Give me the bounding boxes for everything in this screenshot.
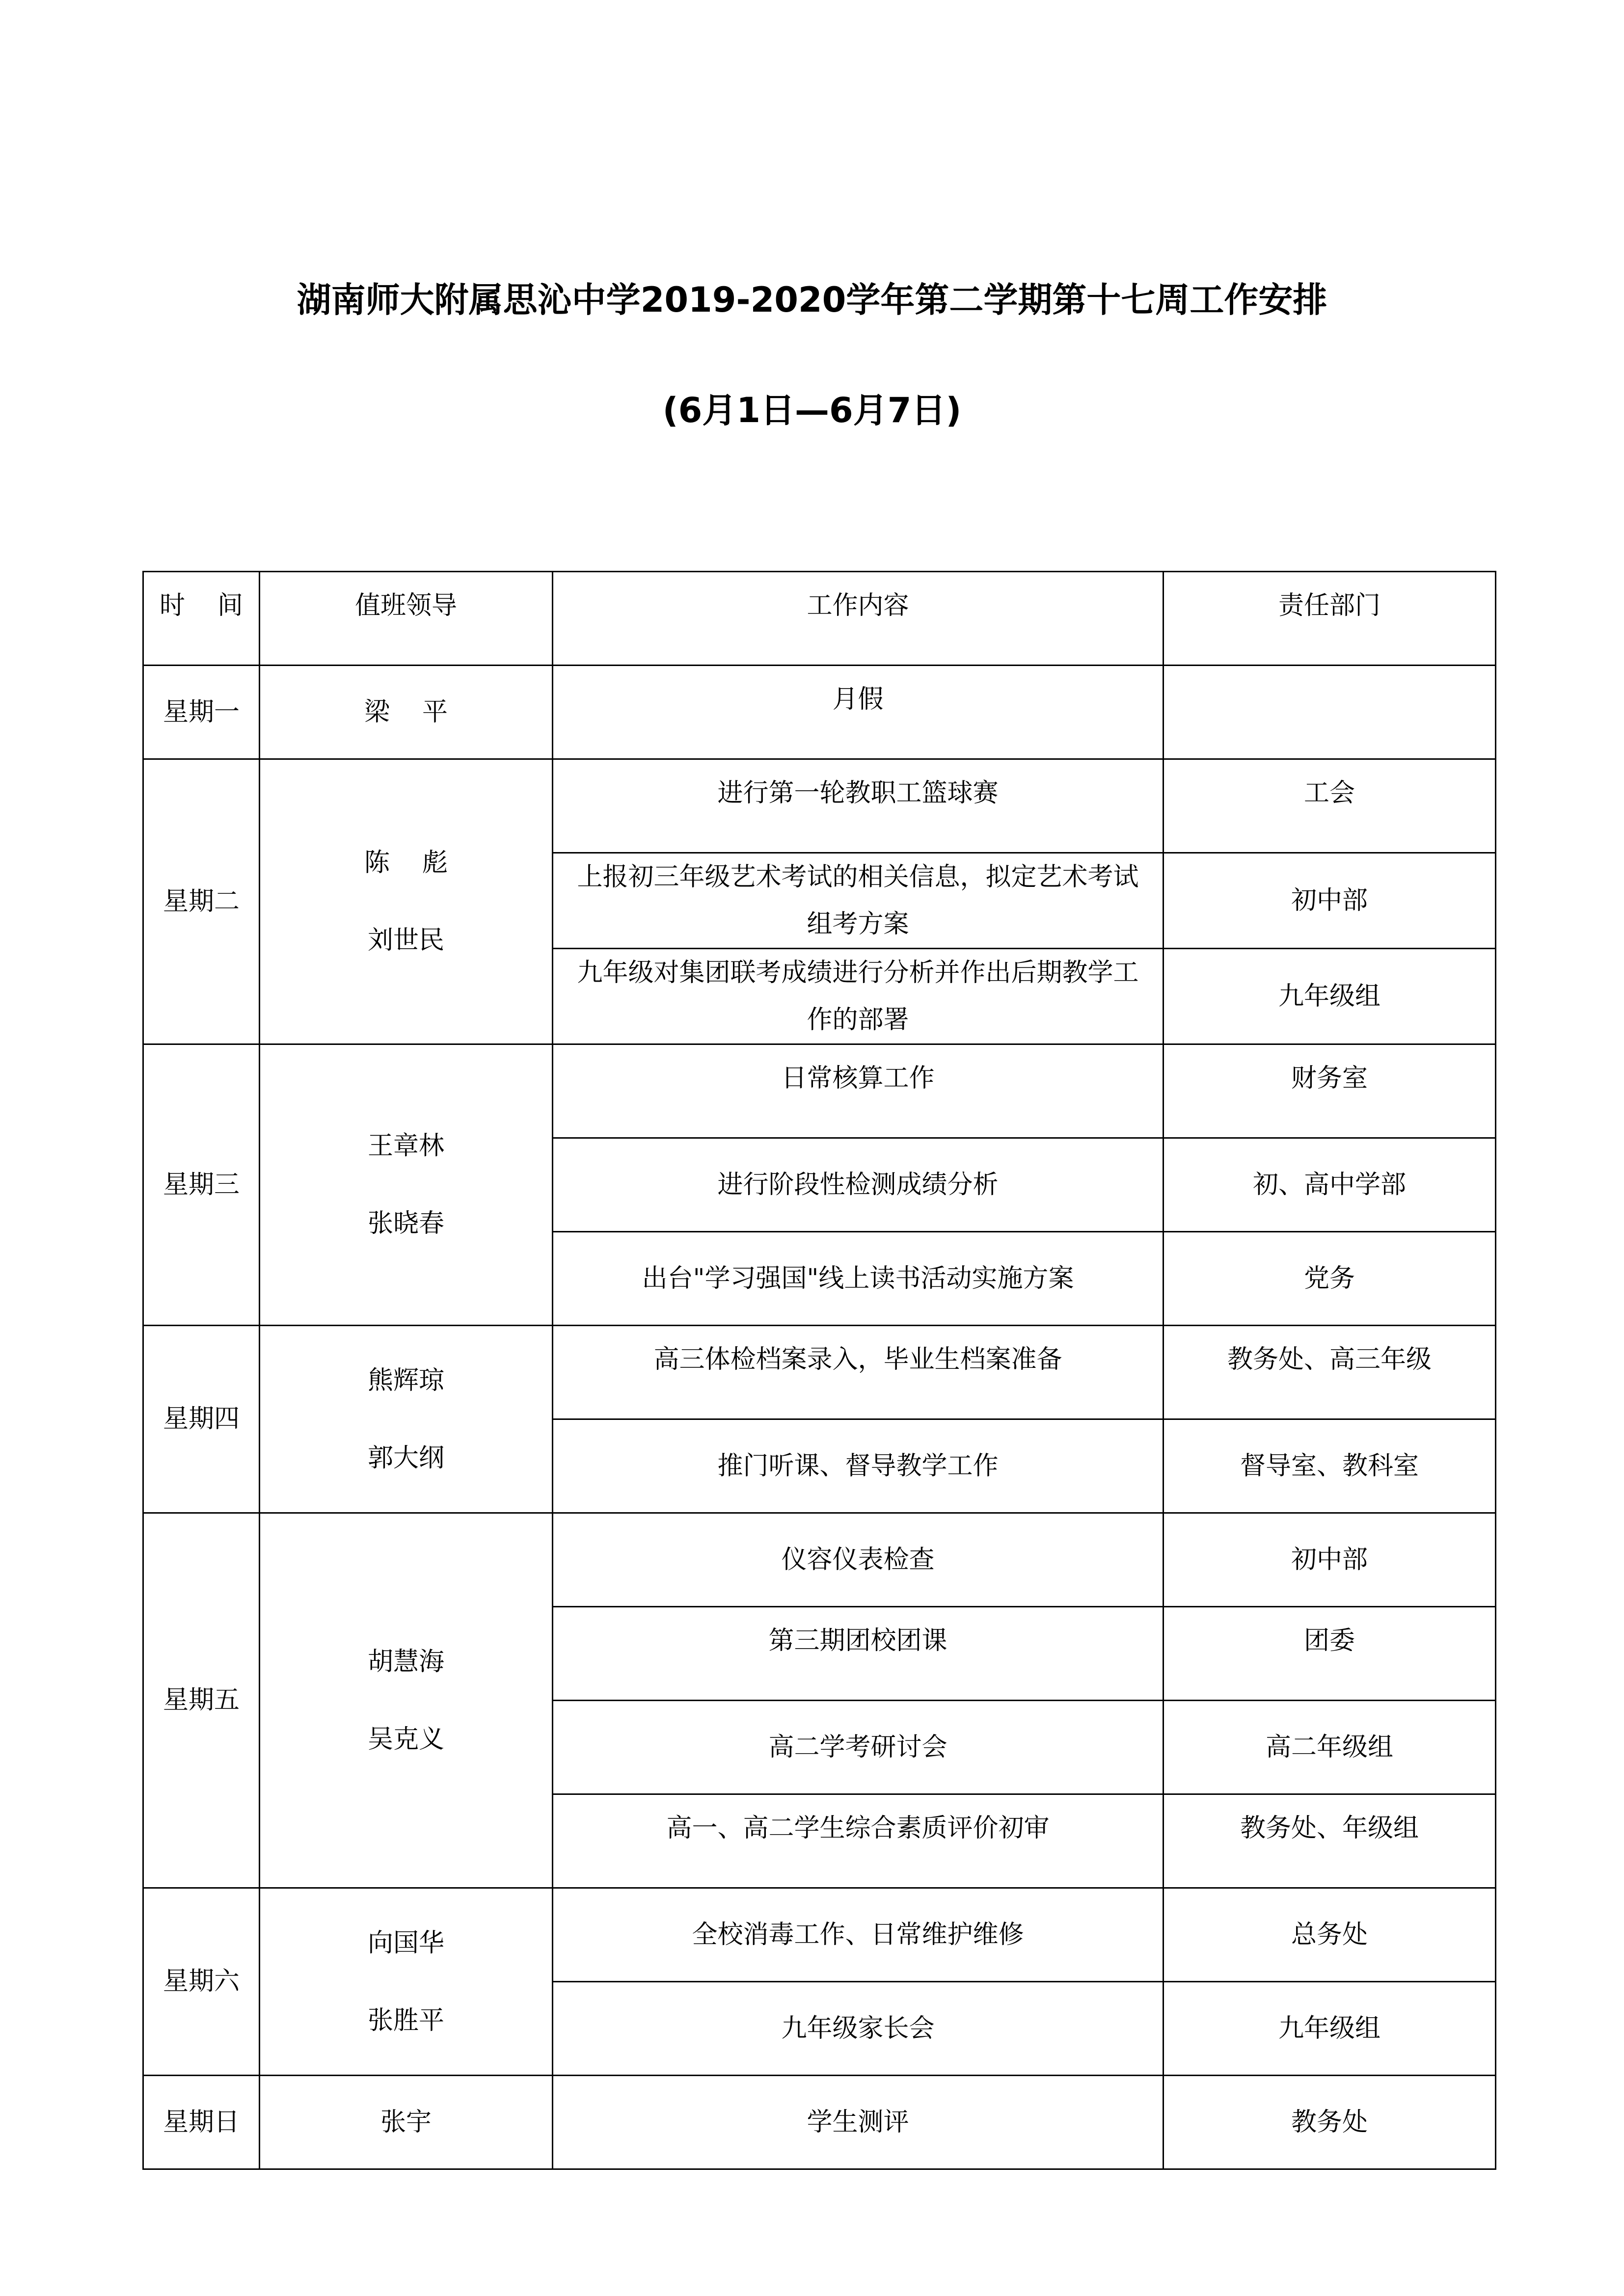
task-content: 学生测评 bbox=[553, 2076, 1164, 2169]
task-department: 初、高中学部 bbox=[1164, 1138, 1496, 1232]
table-row bbox=[143, 1044, 1496, 1138]
task-department: 工会 bbox=[1164, 759, 1496, 853]
day-cell: 星期日 bbox=[143, 2076, 260, 2169]
document-title: 湖南师大附属思沁中学2019-2020学年第二学期第十七周工作安排 bbox=[297, 280, 1327, 320]
task-content: 九年级对集团联考成绩进行分析并作出后期教学工作的部署 bbox=[553, 949, 1164, 1044]
table-row bbox=[143, 759, 1496, 853]
task-department: 高二年级组 bbox=[1164, 1701, 1496, 1794]
task-department: 教务处 bbox=[1164, 2076, 1496, 2169]
task-content: 进行阶段性检测成绩分析 bbox=[553, 1138, 1164, 1232]
header-content: 工作内容 bbox=[553, 572, 1164, 666]
task-content: 高一、高二学生综合素质评价初审 bbox=[553, 1794, 1164, 1888]
leader-cell bbox=[260, 759, 553, 1044]
leader-cell: 梁 平 bbox=[260, 666, 553, 759]
task-department: 督导室、教科室 bbox=[1164, 1419, 1496, 1513]
day-cell: 星期三 bbox=[143, 1044, 260, 1326]
leader-cell bbox=[260, 1326, 553, 1513]
table-row bbox=[143, 1326, 1496, 1419]
leader-name: 熊辉琼 bbox=[367, 1365, 444, 1395]
task-department: 教务处、年级组 bbox=[1164, 1794, 1496, 1888]
task-department: 九年级组 bbox=[1164, 949, 1496, 1044]
leader-cell bbox=[260, 1888, 553, 2076]
task-content: 出台"学习强国"线上读书活动实施方案 bbox=[553, 1232, 1164, 1326]
leader-name: 张晓春 bbox=[367, 1209, 444, 1238]
task-content: 九年级家长会 bbox=[553, 1982, 1164, 2076]
header-leader: 值班领导 bbox=[260, 572, 553, 666]
task-content: 全校消毒工作、日常维护维修 bbox=[553, 1888, 1164, 1982]
task-content: 日常核算工作 bbox=[553, 1044, 1164, 1138]
date-range-subtitle: (6月1日—6月7日) bbox=[662, 390, 962, 430]
task-content: 仪容仪表检查 bbox=[553, 1513, 1164, 1607]
task-department: 总务处 bbox=[1164, 1888, 1496, 1982]
leader-name: 向国华 bbox=[367, 1928, 444, 1958]
task-content: 高三体检档案录入，毕业生档案准备 bbox=[553, 1326, 1164, 1419]
day-cell: 星期五 bbox=[143, 1513, 260, 1888]
header-row bbox=[143, 572, 1496, 666]
table-row bbox=[143, 666, 1496, 759]
leader-name: 郭大纲 bbox=[367, 1443, 444, 1473]
leader-name: 陈 彪 bbox=[364, 848, 448, 878]
task-department: 团委 bbox=[1164, 1607, 1496, 1701]
table-row bbox=[143, 2076, 1496, 2169]
task-department: 九年级组 bbox=[1164, 1982, 1496, 2076]
task-department: 初中部 bbox=[1164, 853, 1496, 949]
table-row bbox=[143, 1888, 1496, 1982]
task-department: 初中部 bbox=[1164, 1513, 1496, 1607]
day-cell: 星期六 bbox=[143, 1888, 260, 2076]
leader-cell bbox=[260, 1044, 553, 1326]
task-content: 高二学考研讨会 bbox=[553, 1701, 1164, 1794]
leader-name: 胡慧海 bbox=[367, 1647, 444, 1677]
leader-cell: 张宇 bbox=[260, 2076, 553, 2169]
schedule-table bbox=[142, 571, 1496, 2170]
day-cell: 星期四 bbox=[143, 1326, 260, 1513]
leader-name: 王章林 bbox=[367, 1131, 444, 1161]
task-content: 第三期团校团课 bbox=[553, 1607, 1164, 1701]
task-content: 推门听课、督导教学工作 bbox=[553, 1419, 1164, 1513]
task-content: 进行第一轮教职工篮球赛 bbox=[553, 759, 1164, 853]
leader-name: 刘世民 bbox=[367, 926, 444, 955]
day-cell: 星期一 bbox=[143, 666, 260, 759]
task-department: 财务室 bbox=[1164, 1044, 1496, 1138]
task-department bbox=[1164, 666, 1496, 759]
header-time: 时 间 bbox=[143, 572, 260, 666]
leader-name: 张胜平 bbox=[367, 2005, 444, 2035]
task-content: 上报初三年级艺术考试的相关信息，拟定艺术考试组考方案 bbox=[553, 853, 1164, 949]
day-cell: 星期二 bbox=[143, 759, 260, 1044]
table-row bbox=[143, 1513, 1496, 1607]
leader-name: 吴克义 bbox=[367, 1724, 444, 1754]
leader-cell bbox=[260, 1513, 553, 1888]
task-content: 月假 bbox=[553, 666, 1164, 759]
task-department: 党务 bbox=[1164, 1232, 1496, 1326]
task-department: 教务处、高三年级 bbox=[1164, 1326, 1496, 1419]
header-department: 责任部门 bbox=[1164, 572, 1496, 666]
